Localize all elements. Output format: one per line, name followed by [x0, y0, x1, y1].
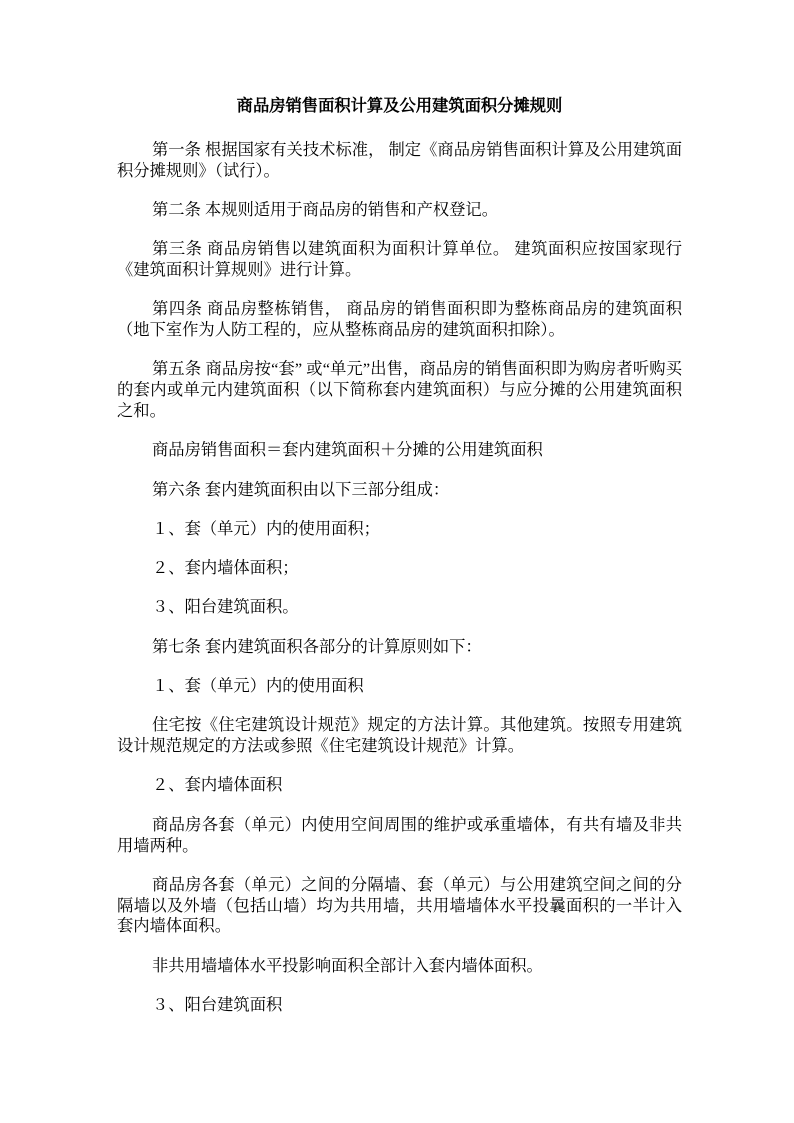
article-6-item-3: ３、阳台建筑面积。 [152, 597, 299, 617]
article-7-item-2: ２、套内墙体面积 [152, 775, 283, 795]
article-6: 第六条 套内建筑面积由以下三部分组成： [152, 479, 450, 499]
article-2: 第二条 本规则适用于商品房的销售和产权登记。 [152, 199, 498, 219]
article-1: 第一条 根据国家有关技术标准， 制定《商品房销售面积计算及公用建筑面积分摊规则》（试行）。 [117, 139, 682, 180]
article-6-item-1: １、套（单元）内的使用面积； [152, 518, 380, 538]
article-4: 第四条 商品房整栋销售， 商品房的销售面积即为整栋商品房的建筑面积（地下室作为人防工程的，应从整栋商品房的建筑面积扣除）。 [117, 299, 682, 340]
article-3: 第三条 商品房销售以建筑面积为面积计算单位。 建筑面积应按国家现行《建筑面积计算规则》进行计算。 [117, 239, 682, 279]
sales-area-formula: 商品房销售面积＝套内建筑面积＋分摊的公用建筑面积 [152, 440, 543, 460]
article-7-item-3: ３、阳台建筑面积 [152, 995, 283, 1015]
document-title: 商品房销售面积计算及公用建筑面积分摊规则 [236, 96, 563, 115]
article-7-item-1: １、套（单元）内的使用面积 [152, 676, 364, 696]
article-6-item-2: ２、套内墙体面积； [152, 558, 299, 578]
article-5: 第五条 商品房按“套” 或“单元”出售，商品房的销售面积即为购房者听购买的套内或单元内建筑面积（以下简称套内建筑面积）与应分摊的公用建筑面积之和。 [117, 359, 682, 420]
article-7-item-1-detail: 住宅按《住宅建筑设计规范》规定的方法计算。其他建筑。按照专用建筑设计规范规定的方法或参照《住宅建筑设计规范》计算。 [117, 715, 682, 756]
article-7: 第七条 套内建筑面积各部分的计算原则如下： [152, 636, 482, 656]
article-7-item-2-detail-3: 非共用墙墙体水平投影响面积全部计入套内墙体面积。 [152, 955, 543, 975]
article-7-item-2-detail-2: 商品房各套（单元）之间的分隔墙、套（单元）与公用建筑空间之间的分隔墙以及外墙（包括山墙）均为共用墙，共用墙墙体水平投曩面积的一半计入套内墙体面积。 [117, 874, 682, 936]
article-7-item-2-detail-1: 商品房各套（单元）内使用空间周围的维护或承重墙体，有共有墙及非共用墙两种。 [117, 814, 682, 855]
